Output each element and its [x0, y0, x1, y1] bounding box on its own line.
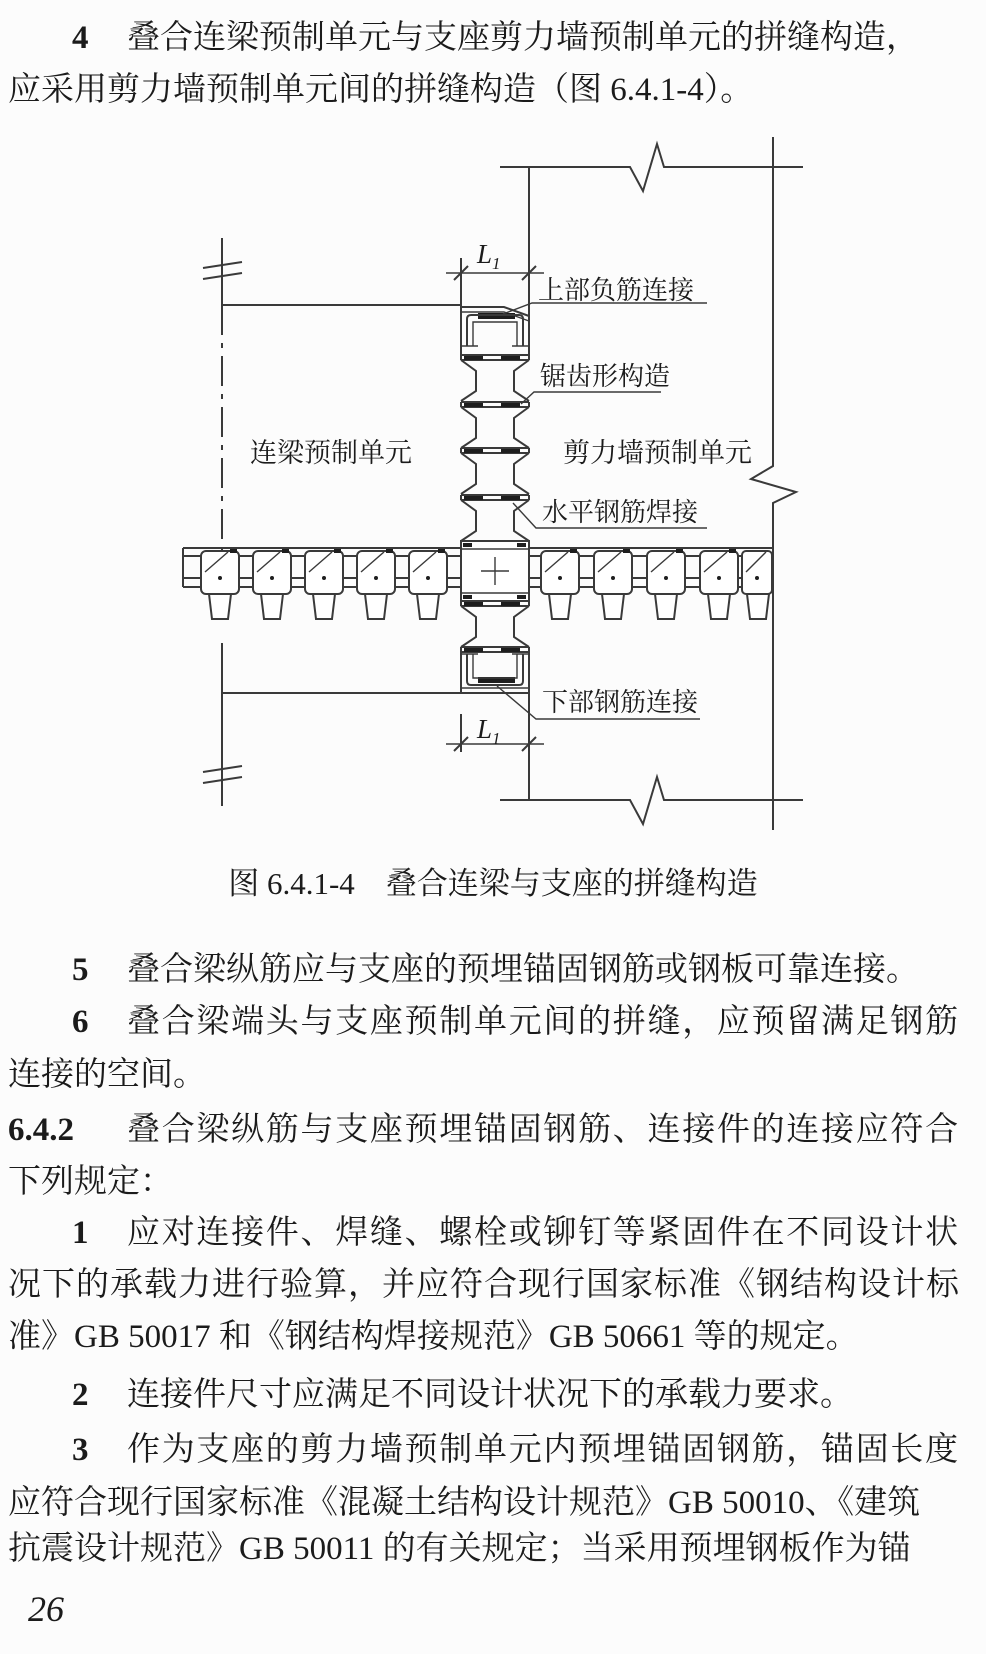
item1-line1: 应对连接件、焊缝、螺栓或铆钉等紧固件在不同设计状 — [127, 1215, 960, 1251]
rebar-connector — [409, 549, 447, 619]
seam-strip — [461, 601, 529, 606]
rebar-connector — [594, 549, 632, 619]
section-642-line1: 叠合梁纵筋与支座预埋锚固钢筋、连接件的连接应符合 — [127, 1112, 960, 1148]
seam-strip — [461, 647, 529, 652]
center-cross-block — [461, 541, 529, 601]
label-right-region: 剪力墙预制单元 — [563, 438, 752, 468]
page-number: 26 — [28, 1589, 64, 1629]
sawtooth-notch — [461, 360, 529, 401]
rebar-connector — [700, 549, 738, 619]
seam-sawtooth-joint — [461, 307, 529, 693]
sawtooth-notch — [461, 453, 529, 494]
para5-line1: 叠合梁纵筋应与支座的预埋锚固钢筋或钢板可靠连接。 — [127, 952, 919, 988]
seam-strip — [461, 402, 529, 407]
rebar-connector — [647, 549, 685, 619]
figure-drawing — [0, 130, 986, 852]
para4-number: 4 — [72, 20, 89, 56]
seam-strip — [461, 355, 529, 360]
upper-stirrup-block — [461, 307, 529, 355]
dim-label-top: $L_1$ — [477, 239, 501, 273]
section-642-line2: 下列规定： — [8, 1164, 173, 1200]
rebar-connector-clipped — [742, 551, 772, 619]
item1-number: 1 — [72, 1215, 89, 1251]
label-weld: 水平钢筋焊接 — [542, 498, 699, 527]
callout-lower-rebar — [497, 686, 700, 719]
item3-line1: 作为支座的剪力墙预制单元内预埋锚固钢筋，锚固长度 — [127, 1432, 960, 1468]
seam-strip — [461, 448, 529, 453]
para5-number: 5 — [72, 952, 89, 988]
dim-label-bottom: $L_1$ — [477, 714, 501, 748]
item1-line2: 况下的承载力进行验算，并应符合现行国家标准《钢结构设计标 — [8, 1267, 960, 1303]
para6-line1: 叠合梁端头与支座预制单元间的拼缝，应预留满足钢筋 — [127, 1004, 960, 1040]
rebar-connector — [541, 549, 579, 619]
label-lower-rebar: 下部钢筋连接 — [542, 688, 699, 717]
callout-upper-rebar — [503, 276, 707, 314]
wall-outlines — [203, 137, 803, 830]
sawtooth-notch — [461, 606, 529, 647]
rebar-connector — [253, 549, 291, 619]
sawtooth-notch — [461, 407, 529, 448]
para4-line2: 应采用剪力墙预制单元间的拼缝构造（图 6.4.1-4）。 — [8, 72, 754, 108]
callout-weld — [513, 498, 707, 528]
seam-strip — [461, 495, 529, 500]
item3-line3: 抗震设计规范》GB 50011 的有关规定；当采用预埋钢板作为锚 — [8, 1531, 911, 1567]
lower-stirrup-block — [461, 652, 529, 693]
item1-line3: 准》GB 50017 和《钢结构焊接规范》GB 50661 等的规定。 — [8, 1319, 859, 1355]
figure-caption: 图 6.4.1-4 叠合连梁与支座的拼缝构造 — [228, 866, 758, 901]
section-642-number: 6.4.2 — [8, 1112, 74, 1148]
para4-line1: 叠合连梁预制单元与支座剪力墙预制单元的拼缝构造， — [127, 20, 919, 56]
rebar-connector — [305, 549, 343, 619]
item3-number: 3 — [72, 1432, 89, 1468]
label-upper-rebar: 上部负筋连接 — [538, 276, 695, 305]
rebar-connector — [357, 549, 395, 619]
callout-sawtooth — [521, 362, 670, 404]
sawtooth-notch — [461, 500, 529, 541]
item2-line1: 连接件尺寸应满足不同设计状况下的承载力要求。 — [127, 1377, 853, 1413]
item2-number: 2 — [72, 1377, 89, 1413]
label-sawtooth: 锯齿形构造 — [540, 362, 671, 391]
para6-line2: 连接的空间。 — [8, 1057, 206, 1093]
label-left-region: 连梁预制单元 — [250, 438, 412, 468]
para6-number: 6 — [72, 1004, 89, 1040]
rebar-connector — [201, 549, 239, 619]
item3-line2: 应符合现行国家标准《混凝土结构设计规范》GB 50010、《建筑 — [8, 1485, 921, 1521]
